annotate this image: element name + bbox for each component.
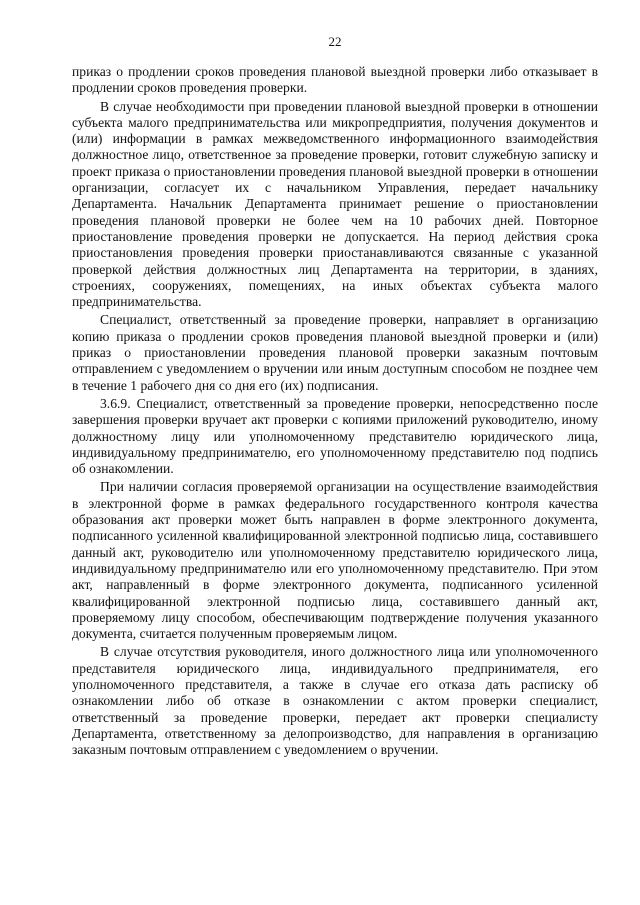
document-body [72, 64, 598, 758]
paragraph-electronic-act: При наличии согласия проверяемой организации на осуществление взаимодействия в электронной форме в рамках федерального государственного контроля качества образования акт проверки может быть направлен в форме электронного документа, подписанного усиленной квалифицированной электронной подписью лица, составившего данный акт, руководителю или уполномоченному представителю юридического лица, индивидуальному предпринимателю или его уполномоченному представителю. При этом акт, направленный в форме электронного документа, подписанного усиленной квалифицированной электронной подписью лица, составившего данный акт, проверяемому лицу способом, обеспечивающим подтверждение получения указанного документа, считается полученным проверяемым лицом. [72, 479, 598, 642]
paragraph-suspension-of-inspection: В случае необходимости при проведении плановой выездной проверки в отношении субъекта малого предпринимательства или микропредприятия, получения документов и (или) информации в рамках межведомственного информационного взаимодействия должностное лицо, ответственное за проведение проверки, готовит служебную записку и проект приказа о приостановлении проведения плановой выездной проверки в отношении организации, согласует их с начальником Управления, передает начальнику Департамента. Начальник Департамента принимает решение о приостановлении проведения плановой проверки не более чем на 10 рабочих дней. Повторное приостановление проведения проверки не допускается. На период действия срока приостановления проведения проверки приостанавливаются связанные с указанной проверкой действия должностных лиц Департамента на территории, в зданиях, строениях, сооружениях, помещениях, на иных объектах субъекта малого предпринимательства. [72, 98, 598, 310]
paragraph-continuation: приказ о продлении сроков проведения плановой выездной проверки либо отказывает в продлении сроков проведения проверки. [72, 64, 598, 96]
paragraph-3-6-9-handing-act: 3.6.9. Специалист, ответственный за проведение проверки, непосредственно после завершения проверки вручает акт проверки с копиями приложений руководителю, иному должностному лицу или уполномоченному представителю юридического лица, индивидуальному предпринимателю, его уполномоченному представителю под подпись об ознакомлении. [72, 395, 598, 477]
paragraph-absence-of-head: В случае отсутствия руководителя, иного должностного лица или уполномоченного представителя юридического лица, индивидуального предпринимателя, его уполномоченного представителя, а также в случае его отказа дать расписку об ознакомлении либо об отказе в ознакомлении с актом проверки специалист, ответственный за проведение проверки, передает акт проверки специалисту Департамента, ответственному за делопроизводство, для направления в организацию заказным почтовым отправлением с уведомлением о вручении. [72, 644, 598, 758]
page-number: 22 [328, 34, 342, 49]
paragraph-sending-order-copy: Специалист, ответственный за проведение проверки, направляет в организацию копию приказа о продлении сроков проведения плановой выездной проверки и (или) приказ о приостановлении проведения плановой проверки заказным почтовым отправлением с уведомлением о вручении или иным доступным способом не позднее чем в течение 1 рабочего дня со дня его (их) подписания. [72, 312, 598, 393]
